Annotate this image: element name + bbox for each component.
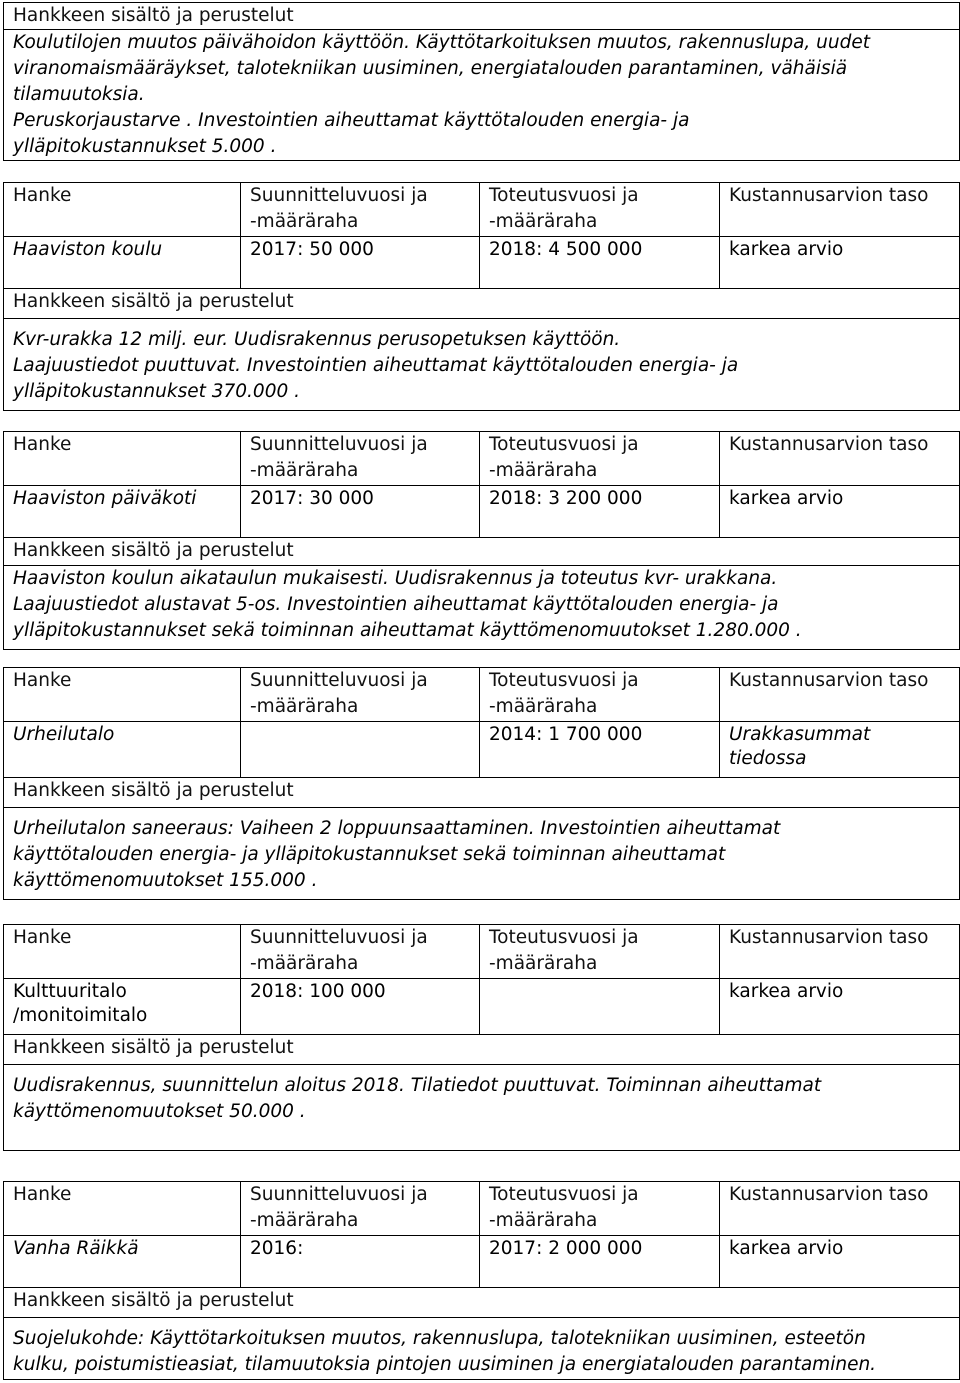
project-taso: karkea arvio xyxy=(720,979,960,1035)
project-toteutus: 2018: 4 500 000 xyxy=(480,237,720,289)
section-heading: Hankkeen sisältö ja perustelut xyxy=(4,289,960,319)
header-kustannus: Kustannusarvion taso xyxy=(720,432,960,486)
project-table-kulttuuritalo xyxy=(3,924,960,1151)
project-suunnittelu xyxy=(241,722,480,778)
header-suunnittelu: Suunnitteluvuosi ja -määräraha xyxy=(241,183,480,237)
intro-description xyxy=(4,30,960,161)
project-table-haaviston-koulu xyxy=(3,182,960,411)
project-name: Kulttuuritalo /monitoimitalo xyxy=(4,979,241,1035)
project-table-vanha-raikka xyxy=(3,1181,960,1380)
header-toteutus: Toteutusvuosi ja -määräraha xyxy=(480,183,720,237)
project-name: Haaviston koulu xyxy=(4,237,241,289)
intro-line: Koulutilojen muutos päivähoidon käyttöön. Käyttötarkoituksen muutos, rakennuslupa, uudet xyxy=(13,32,871,53)
header-toteutus: Toteutusvuosi ja -määräraha xyxy=(480,925,720,979)
header-toteutus: Toteutusvuosi ja -määräraha xyxy=(480,432,720,486)
project-taso: karkea arvio xyxy=(720,1236,960,1288)
project-suunnittelu: 2017: 30 000 xyxy=(241,486,480,538)
section-heading: Hankkeen sisältö ja perustelut xyxy=(4,1035,960,1065)
project-taso: karkea arvio xyxy=(720,486,960,538)
project-name: Urheilutalo xyxy=(4,722,241,778)
intro-line: Peruskorjaustarve . Investointien aiheuttamat käyttötalouden energia- ja xyxy=(13,110,690,131)
project-name: Haaviston päiväkoti xyxy=(4,486,241,538)
section-heading: Hankkeen sisältö ja perustelut xyxy=(4,538,960,566)
header-kustannus: Kustannusarvion taso xyxy=(720,1182,960,1236)
header-kustannus: Kustannusarvion taso xyxy=(720,668,960,722)
project-toteutus: 2014: 1 700 000 xyxy=(480,722,720,778)
section-heading: Hankkeen sisältö ja perustelut xyxy=(4,778,960,808)
project-suunnittelu: 2017: 50 000 xyxy=(241,237,480,289)
intro-line: tilamuutoksia. xyxy=(13,84,145,105)
section-heading: Hankkeen sisältö ja perustelut xyxy=(4,3,960,30)
project-description: Haaviston koulun aikataulun mukaisesti. Uudisrakennus ja toteutus kvr- urakkana. Laajuustiedot alustavat 5-os. Investointien aiheuttamat käyttötalouden energia- ja ylläpitokustannukset sekä toiminnan aiheuttamat käyttömenomuutokset 1.280.000 . xyxy=(4,566,960,650)
project-name: Vanha Räikkä xyxy=(4,1236,241,1288)
header-hanke: Hanke xyxy=(4,668,241,722)
header-hanke: Hanke xyxy=(4,925,241,979)
project-table-haaviston-paivakoti xyxy=(3,431,960,650)
header-suunnittelu: Suunnitteluvuosi ja -määräraha xyxy=(241,925,480,979)
project-description: Suojelukohde: Käyttötarkoituksen muutos, rakennuslupa, talotekniikan uusiminen, esteetön kulku, poistumistieasiat, tilamuutoksia pintojen uusiminen ja energiatalouden parantaminen. xyxy=(4,1318,960,1380)
project-description: Urheilutalon saneeraus: Vaiheen 2 loppuunsaattaminen. Investointien aiheuttamat käyttötalouden energia- ja ylläpitokustannukset sekä toiminnan aiheuttamat käyttömenomuutokset 155.000 . xyxy=(4,808,960,900)
header-suunnittelu: Suunnitteluvuosi ja -määräraha xyxy=(241,432,480,486)
project-taso: Urakkasummat tiedossa xyxy=(720,722,960,778)
project-description: Uudisrakennus, suunnittelun aloitus 2018. Tilatiedot puuttuvat. Toiminnan aiheuttamat käyttömenomuutokset 50.000 . xyxy=(4,1065,960,1151)
header-hanke: Hanke xyxy=(4,432,241,486)
intro-table xyxy=(3,2,960,161)
project-description: Kvr-urakka 12 milj. eur. Uudisrakennus perusopetuksen käyttöön. Laajuustiedot puuttuvat. Investointien aiheuttamat käyttötalouden energia- ja ylläpitokustannukset 370.000 . xyxy=(4,319,960,411)
project-table-urheilutalo xyxy=(3,667,960,900)
header-suunnittelu: Suunnitteluvuosi ja -määräraha xyxy=(241,668,480,722)
project-toteutus: 2018: 3 200 000 xyxy=(480,486,720,538)
project-suunnittelu: 2018: 100 000 xyxy=(241,979,480,1035)
section-heading: Hankkeen sisältö ja perustelut xyxy=(4,1288,960,1318)
project-toteutus xyxy=(480,979,720,1035)
header-toteutus: Toteutusvuosi ja -määräraha xyxy=(480,668,720,722)
header-kustannus: Kustannusarvion taso xyxy=(720,925,960,979)
header-hanke: Hanke xyxy=(4,1182,241,1236)
header-toteutus: Toteutusvuosi ja -määräraha xyxy=(480,1182,720,1236)
intro-line: ylläpitokustannukset 5.000 . xyxy=(13,136,277,157)
intro-line: viranomaismääräykset, talotekniikan uusiminen, energiatalouden parantaminen, vähäisiä xyxy=(13,58,848,79)
project-taso: karkea arvio xyxy=(720,237,960,289)
header-kustannus: Kustannusarvion taso xyxy=(720,183,960,237)
header-suunnittelu: Suunnitteluvuosi ja -määräraha xyxy=(241,1182,480,1236)
header-hanke: Hanke xyxy=(4,183,241,237)
project-toteutus: 2017: 2 000 000 xyxy=(480,1236,720,1288)
project-suunnittelu: 2016: xyxy=(241,1236,480,1288)
